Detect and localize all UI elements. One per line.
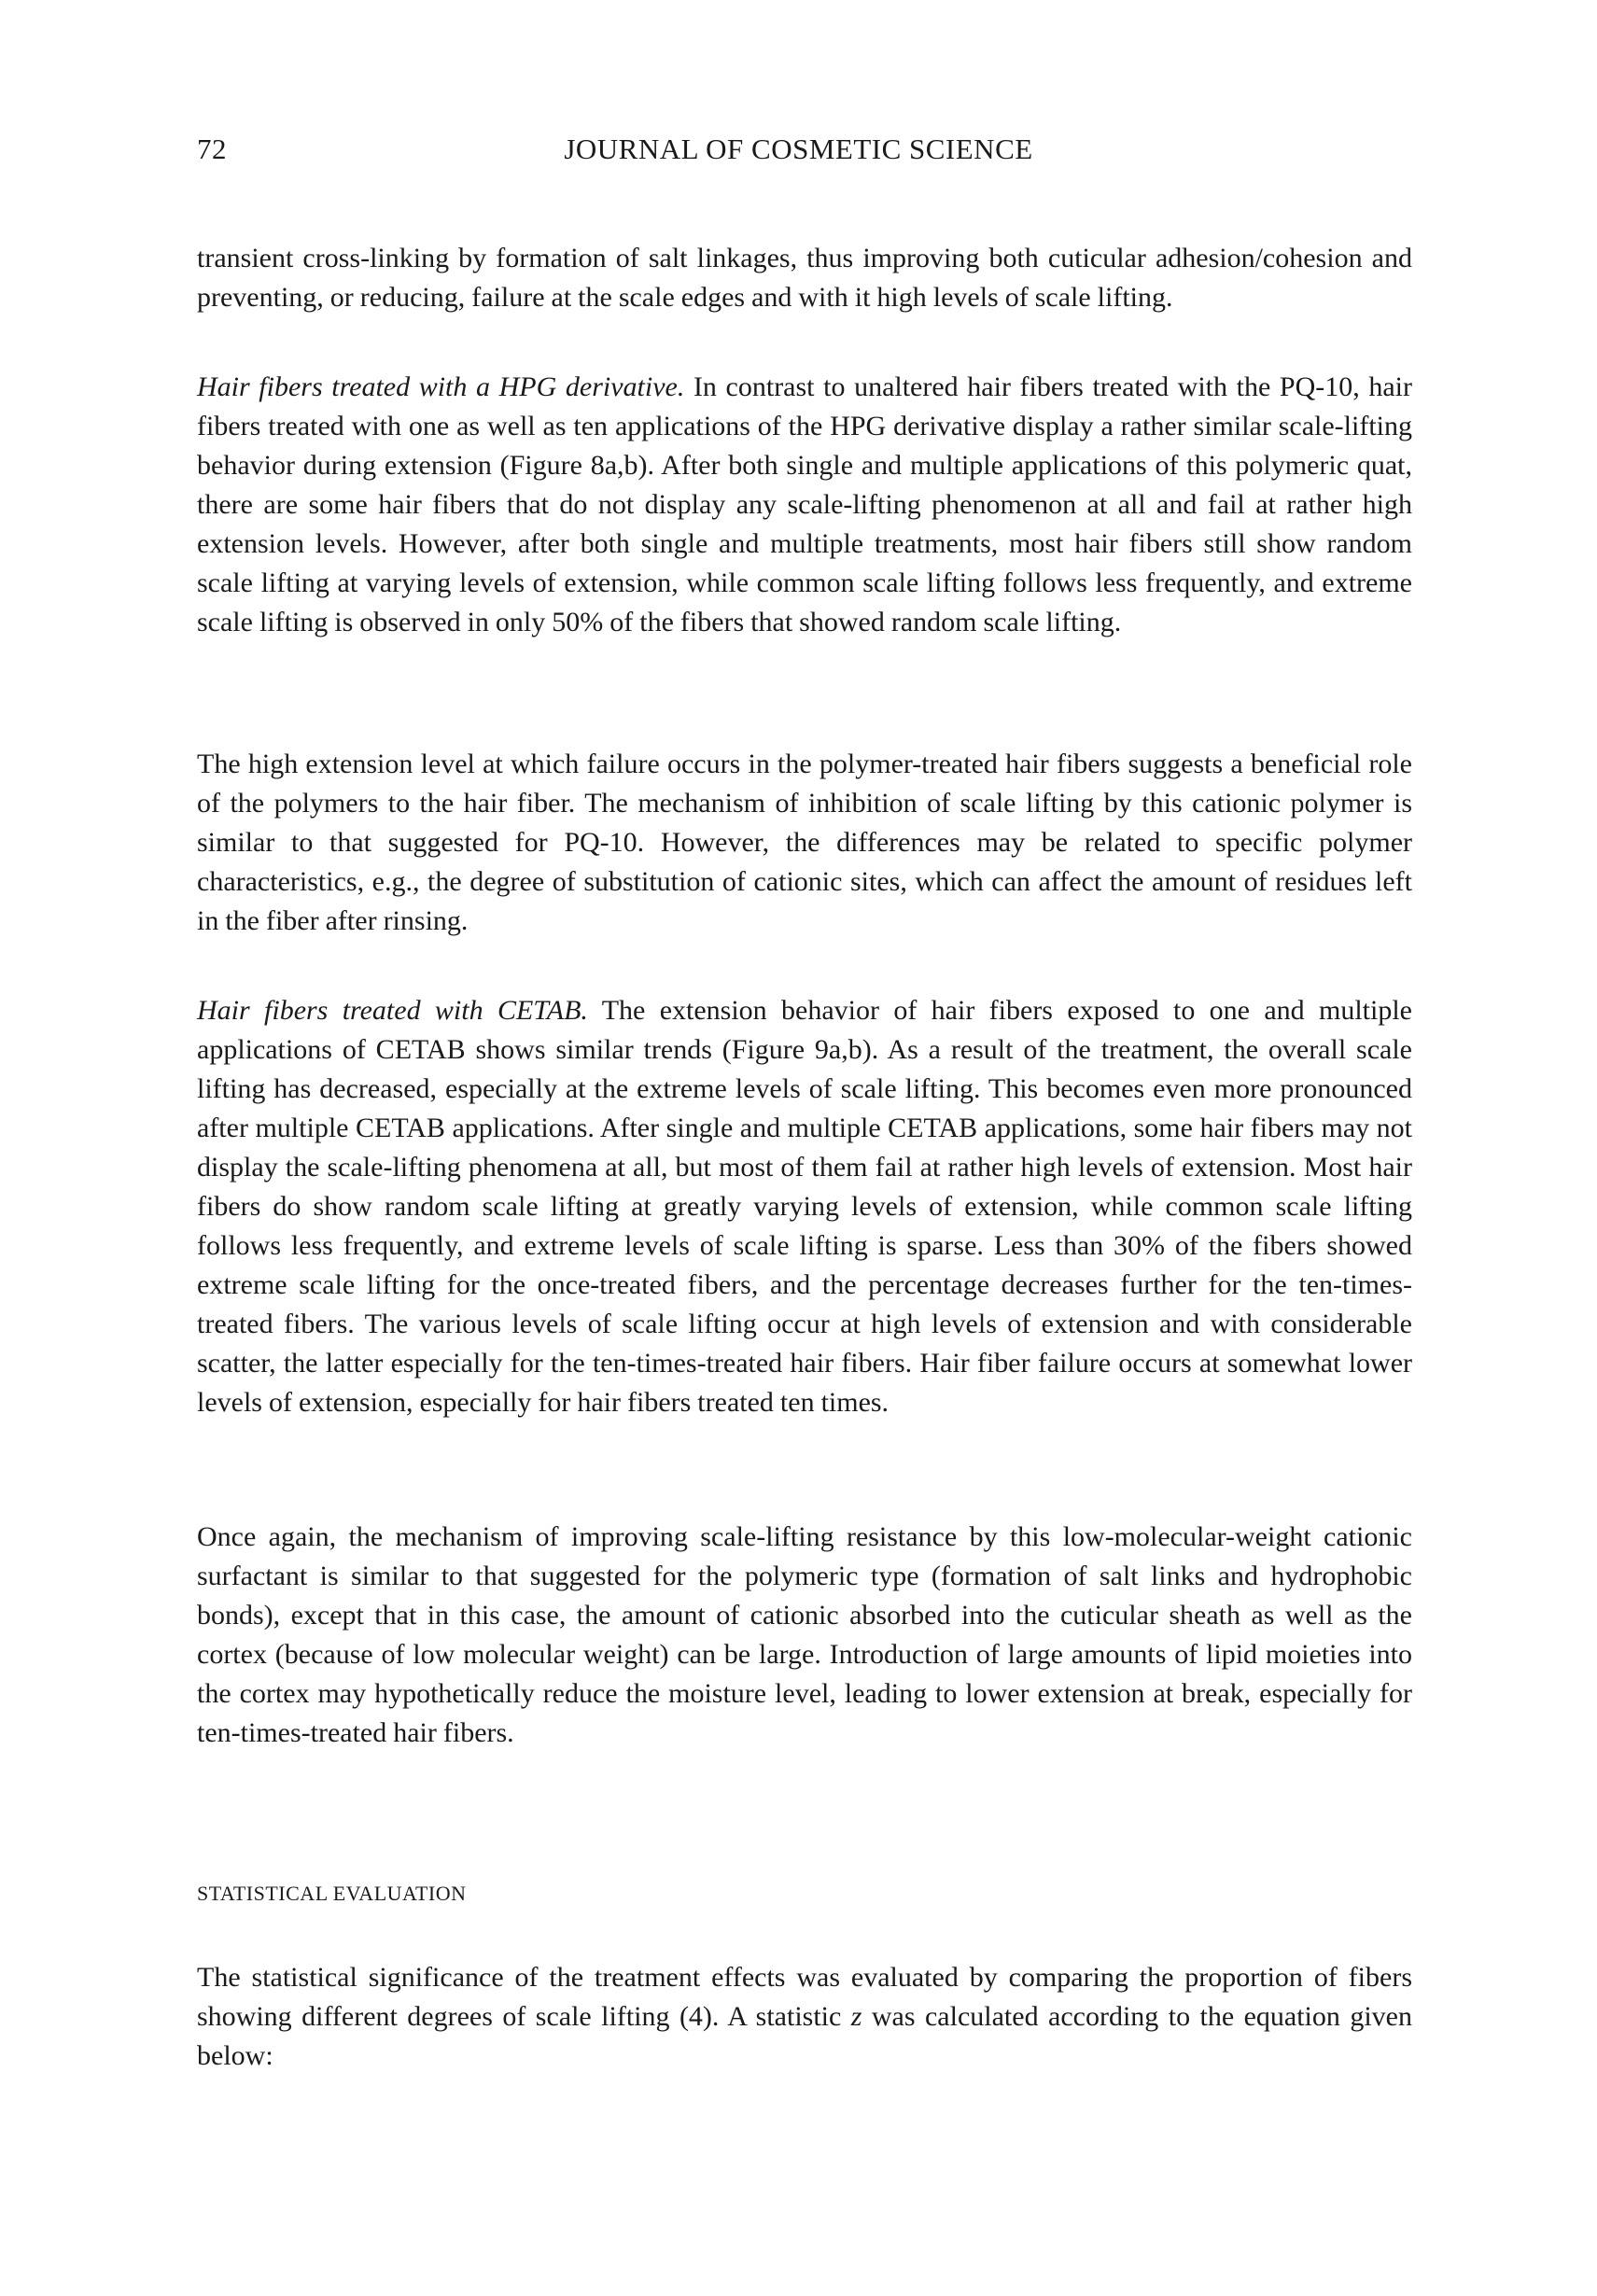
paragraph-text: was calculated according to the equation given below: xyxy=(197,2001,1412,2071)
math-variable: z xyxy=(850,2001,862,2032)
paragraph-text: The statistical significance of the treatment effects was evaluated by comparing the proportion of fibers showing different degrees of scale lifting (4). A statistic xyxy=(197,1962,1412,2032)
paragraph-text: In contrast to unaltered hair fibers treated with the PQ-10, hair fibers treated with one as well as ten applications of the HPG derivative display a rather similar scale-lifting behavior during extension (Figure 8a,b). After both single and multiple applications of this polymeric quat, there are some hair fibers that do not display any scale-lifting phenomenon at all and fail at rather high extension levels. However, after both single and multiple treatments, most hair fibers still show random scale lifting at varying levels of extension, while common scale lifting follows less frequently, and extreme scale lifting is observed in only 50% of the fibers that showed random scale lifting. xyxy=(197,371,1412,637)
paragraph-hpg xyxy=(197,368,1412,642)
paragraph-text: transient cross-linking by formation of salt linkages, thus improving both cuticular adhesion/cohesion and preventing, or reducing, failure at the scale edges and with it high levels of scale lifting. xyxy=(197,243,1412,313)
paragraph-3 xyxy=(197,745,1412,941)
page-number: 72 xyxy=(197,133,227,165)
section-heading: STATISTICAL EVALUATION xyxy=(197,1882,467,1905)
running-header: JOURNAL OF COSMETIC SCIENCE xyxy=(564,133,1033,165)
paragraph-1 xyxy=(197,239,1412,317)
paragraph-text: Once again, the mechanism of improving scale-lifting resistance by this low-molecular-weight cationic surfactant is similar to that suggested for the polymeric type (formation of salt links and hydrophobic bonds), except that in this case, the amount of cationic absorbed into the cuticular sheath as well as the cortex (because of low molecular weight) can be large. Introduction of large amounts of lipid moieties into the cortex may hypothetically reduce the moisture level, leading to lower extension at break, especially for ten-times-treated hair fibers. xyxy=(197,1521,1412,1748)
paragraph-text: The extension behavior of hair fibers exposed to one and multiple applications of CETAB shows similar trends (Figure 9a,b). As a result of the treatment, the overall scale lifting has decreased, especially at the extreme levels of scale lifting. This becomes even more pronounced after multiple CETAB applications. After single and multiple CETAB applications, some hair fibers may not display the scale-lifting phenomena at all, but most of them fail at rather high levels of extension. Most hair fibers do show random scale lifting at greatly varying levels of extension, while common scale lifting follows less frequently, and extreme levels of scale lifting is sparse. Less than 30% of the fibers showed extreme scale lifting for the once-treated fibers, and the percentage decreases further for the ten-times-treated fibers. The various levels of scale lifting occur at high levels of extension and with considerable scatter, the latter especially for the ten-times-treated hair fibers. Hair fiber failure occurs at somewhat lower levels of extension, especially for hair fibers treated ten times. xyxy=(197,995,1412,1418)
paragraph-statistics xyxy=(197,1958,1412,2076)
paragraph-text: The high extension level at which failure occurs in the polymer-treated hair fibers suggests a beneficial role of the polymers to the hair fiber. The mechanism of inhibition of scale lifting by this cationic polymer is similar to that suggested for PQ-10. However, the differences may be related to specific polymer characteristics, e.g., the degree of substitution of cationic sites, which can affect the amount of residues left in the fiber after rinsing. xyxy=(197,749,1412,936)
run-in-heading: Hair fibers treated with a HPG derivative. xyxy=(197,371,685,402)
paragraph-5 xyxy=(197,1518,1412,1753)
run-in-heading: Hair fibers treated with CETAB. xyxy=(197,995,588,1026)
paragraph-cetab xyxy=(197,991,1412,1422)
